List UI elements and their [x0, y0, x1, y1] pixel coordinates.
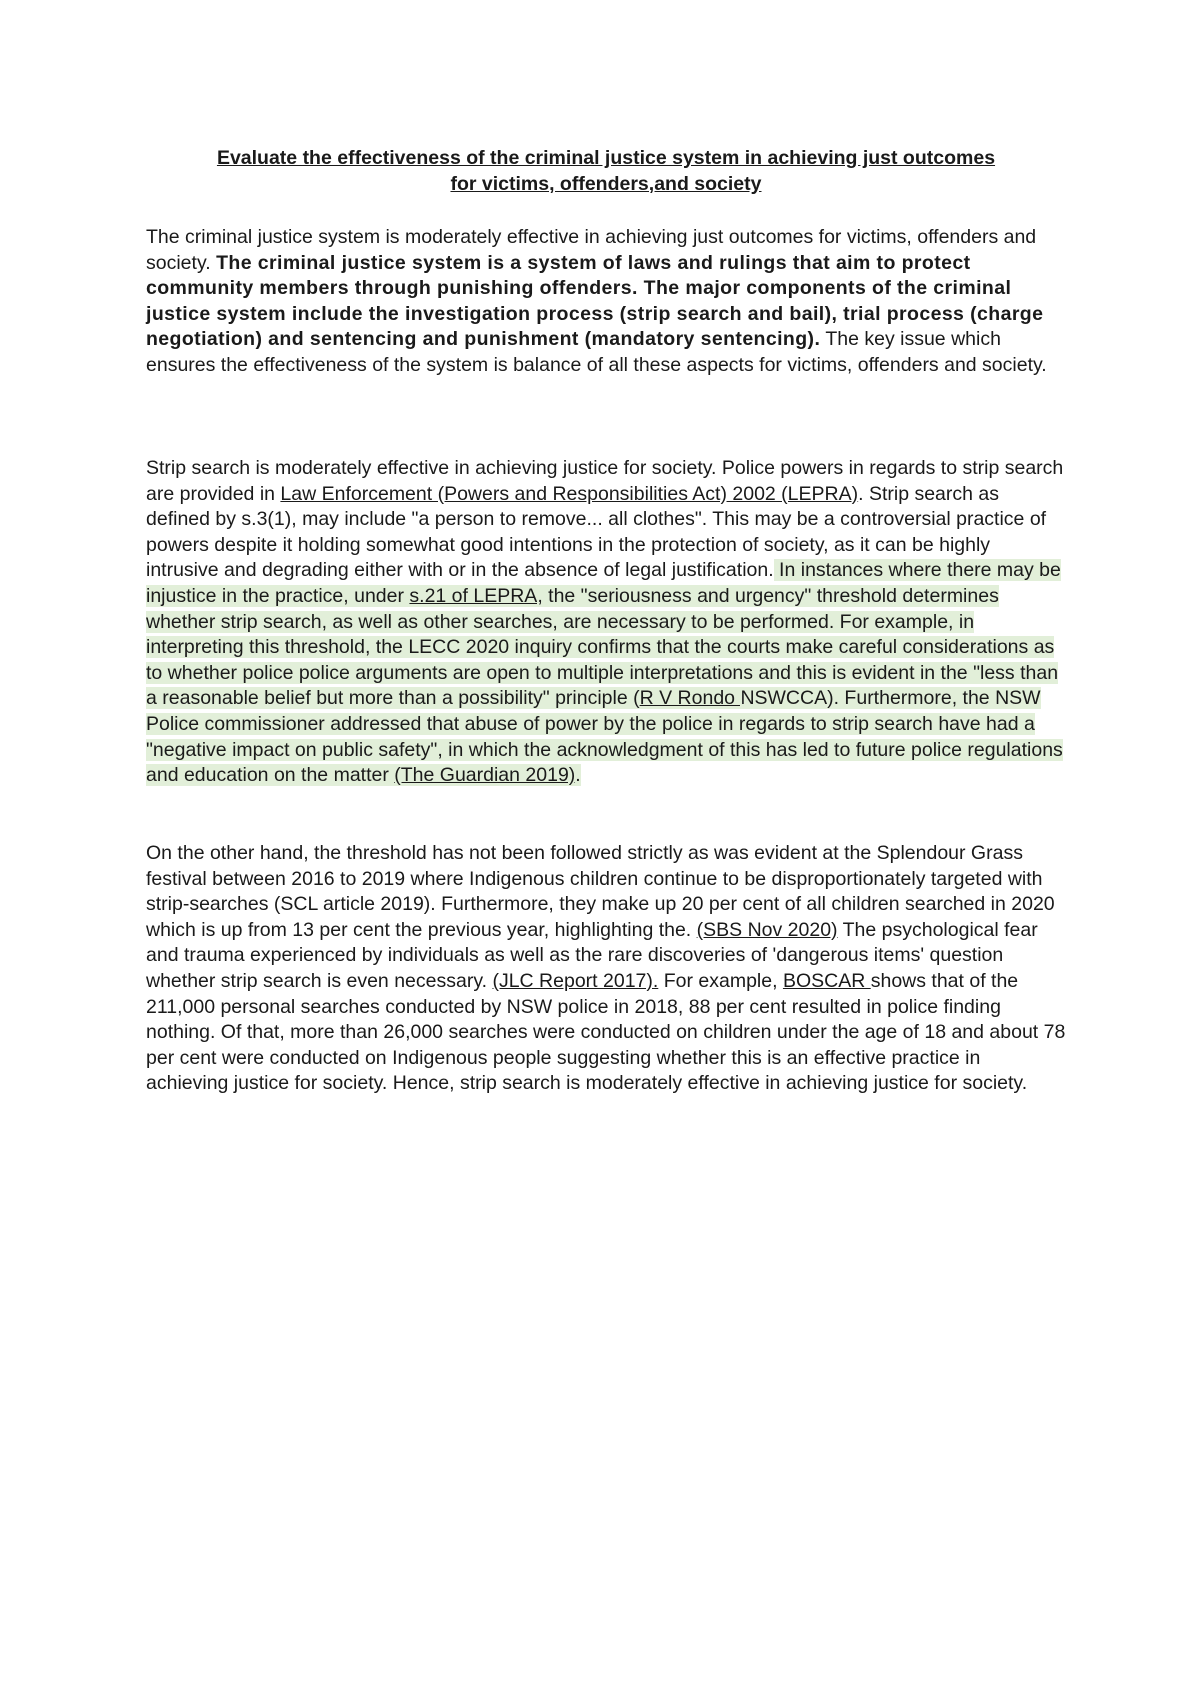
document-title — [146, 146, 1066, 197]
highlight-text-2: , the "seriousness and urgency" threshold determines whether strip search, as well as other searches, are necessary to be performed. For example, in interpreting this threshold, the LECC 2020 inquiry confirms that the courts make careful considerations as to whether police police arguments are open to multiple interpretations and this is evident in the "less than a reasonable belief but more than a possibility" principle ( — [146, 584, 1059, 710]
intro-tail: The key issue which ensures the effectiveness of the system is balance of all these aspects for victims, offenders and society. — [146, 328, 1047, 376]
highlight-text-1: In instances where there may be injustice in the practice, under — [146, 559, 1061, 607]
other-text-4: shows that of the 211,000 personal searches conducted by NSW police in 2018, 88 per cent resulted in police finding nothing. Of that, more than 26,000 searches were conducted on children under the age of 18 and about 78 per cent were conducted on Indigenous people suggesting whether this is an effective practice in achieving justice for society. Hence, strip search is moderately effective in achieving justice for society. — [146, 969, 1066, 1095]
strip-text-1: Strip search is moderately effective in achieving justice for society. Police powers in regards to strip search are provided in — [146, 457, 1064, 505]
other-text-3: For example, — [658, 969, 783, 992]
other-text-1: On the other hand, the threshold has not been followed strictly as was evident at the Splendour Grass festival between 2016 to 2019 where Indigenous children continue to be disproportionately targeted with strip-searches (SCL article 2019). Furthermore, they make up 20 per cent of all children searched in 2020 which is up from 13 per cent the previous year, highlighting the. — [146, 842, 1055, 941]
lepra-link[interactable]: Law Enforcement (Powers and Responsibilities Act) 2002 (LEPRA) — [280, 482, 859, 505]
strip-search-paragraph — [146, 456, 1066, 789]
jlc-link[interactable]: (JLC Report 2017). — [492, 969, 659, 992]
strip-text-2: . Strip search as defined by s.3(1), may include "a person to remove... all clothes". This may be a controversial practice of powers despite it holding somewhat good intentions in the protection of society, as it can be highly intrusive and degrading either with or in the absence of legal justification. — [146, 482, 1047, 582]
other-text-2: The psychological fear and trauma experienced by individuals as well as the rare discoveries of 'dangerous items' question whether strip search is even necessary. — [146, 918, 1038, 992]
guardian-link[interactable]: (The Guardian 2019) — [394, 764, 576, 787]
other-hand-paragraph — [146, 841, 1066, 1097]
s21-link[interactable]: s.21 of LEPRA — [409, 584, 538, 607]
boscar-link[interactable]: BOSCAR — [782, 969, 871, 992]
highlight-text-4: . — [575, 764, 581, 787]
intro-bold: The criminal justice system is a system of laws and rulings that aim to protect community members through punishing offenders. The major components of the criminal justice system include the investigation process (strip search and bail), trial process (charge negotiation) and sentencing and punishment (mandatory sentencing). — [146, 251, 1044, 351]
intro-paragraph — [146, 225, 1066, 379]
highlight-text-3: NSWCCA). Furthermore, the NSW Police commissioner addressed that abuse of power by the police in regards to strip search have had a "negative impact on public safety", in which the acknowledgment of this has led to future police regulations and education on the matter — [146, 687, 1063, 787]
intro-lead: The criminal justice system is moderately effective in achieving just outcomes for victims, offenders and society. — [146, 226, 1037, 274]
title-line-2: for victims, offenders,and society — [450, 172, 762, 195]
rondo-link[interactable]: R V Rondo — [639, 687, 741, 710]
title-line-1: Evaluate the effectiveness of the criminal justice system in achieving just outcomes — [216, 147, 996, 169]
sbs-link[interactable]: (SBS Nov 2020) — [696, 918, 838, 941]
